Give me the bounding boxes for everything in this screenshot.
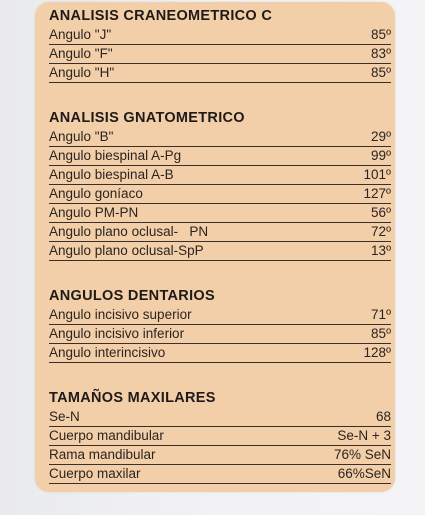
table-row [49, 344, 391, 363]
row-value: 128º [363, 345, 391, 360]
row-label: Angulo "J" [49, 27, 112, 42]
section-title: ANGULOS DENTARIOS [49, 288, 215, 304]
table-row [49, 185, 391, 204]
table-row [49, 45, 391, 64]
row-value: 101º [363, 167, 391, 182]
row-value: Se-N + 3 [337, 428, 391, 443]
row-value: 76% SeN [333, 447, 391, 462]
row-label: Angulo interincisivo [49, 345, 166, 360]
table-row [49, 408, 391, 427]
row-label: Angulo plano oclusal-SpP [49, 243, 204, 258]
table-row [49, 465, 391, 484]
row-label: Angulo "H" [49, 65, 115, 80]
row-value: 13º [371, 243, 391, 258]
table-row [49, 64, 391, 83]
row-label: Angulo biespinal A-B [49, 167, 174, 182]
row-value: 85º [371, 326, 391, 341]
table-row [49, 166, 391, 185]
row-label: Rama mandibular [49, 447, 156, 462]
table-row [49, 204, 391, 223]
section-dentarios [49, 286, 391, 363]
section-title: ANALISIS GNATOMETRICO [49, 110, 245, 126]
row-value: 83º [371, 46, 391, 61]
section-tamanos [49, 388, 391, 484]
row-value: 127º [363, 186, 391, 201]
table-row [49, 306, 391, 325]
row-label: Se-N [49, 409, 80, 424]
table-row [49, 223, 391, 242]
row-label: Angulo incisivo inferior [49, 326, 185, 341]
table-row [49, 128, 391, 147]
table-row [49, 26, 391, 45]
row-label: Angulo PM-PN [49, 205, 139, 220]
row-label: Angulo "B" [49, 129, 114, 144]
row-value: 99º [371, 148, 391, 163]
row-label: Angulo biespinal A-Pg [49, 148, 182, 163]
row-value: 71º [371, 307, 391, 322]
row-label: Cuerpo mandibular [49, 428, 164, 443]
row-label: Angulo incisivo superior [49, 307, 192, 322]
row-label: Angulo goníaco [49, 186, 143, 201]
row-value: 85º [371, 27, 391, 42]
section-craneometrico [49, 6, 391, 83]
section-gnatometrico [49, 108, 391, 261]
section-title: ANALISIS CRANEOMETRICO C [49, 8, 273, 24]
row-value: 72º [371, 224, 391, 239]
row-value: 66%SeN [337, 466, 391, 481]
row-label: Cuerpo maxilar [49, 466, 141, 481]
table-row [49, 147, 391, 166]
row-value: 29º [371, 129, 391, 144]
row-label: Angulo "F" [49, 46, 113, 61]
table-row [49, 427, 391, 446]
cephalometric-table [49, 6, 391, 484]
table-row [49, 325, 391, 344]
section-title: TAMAÑOS MAXILARES [49, 390, 216, 406]
row-label: Angulo plano oclusal- PN [49, 224, 209, 239]
row-value: 85º [371, 65, 391, 80]
row-value: 68 [375, 409, 391, 424]
table-row [49, 446, 391, 465]
row-value: 56º [371, 205, 391, 220]
table-row [49, 242, 391, 261]
